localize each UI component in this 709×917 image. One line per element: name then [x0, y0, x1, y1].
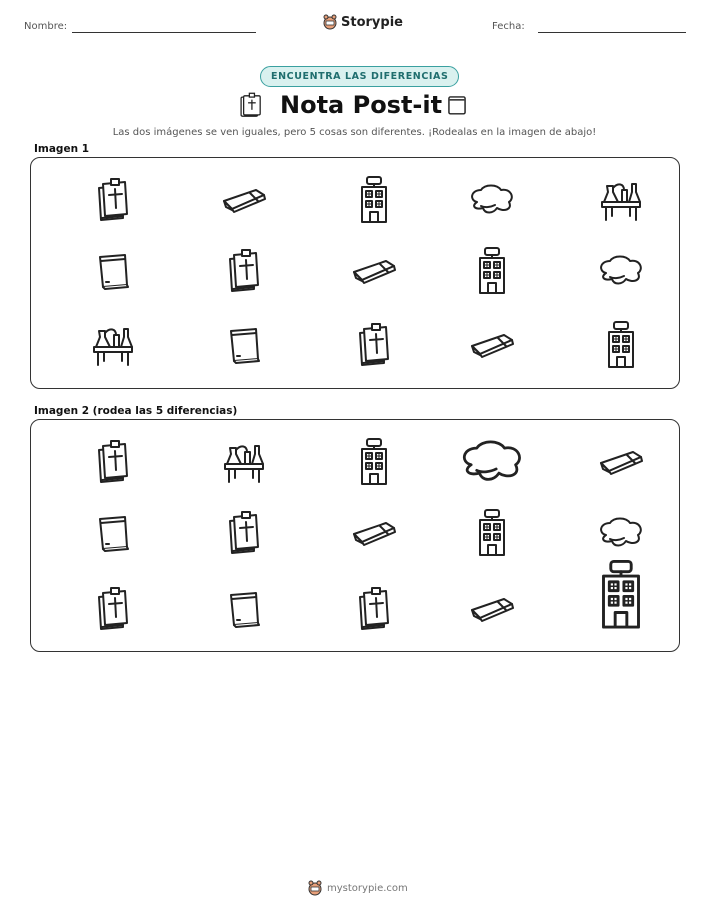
storypie-mascot-icon: [323, 14, 337, 30]
bible-icon[interactable]: [214, 508, 274, 558]
instructions: Las dos imágenes se ven iguales, pero 5 cosas son diferentes. ¡Rodealas en la imagen de abajo!: [112, 127, 597, 138]
date-field[interactable]: [538, 32, 686, 33]
notepad-icon[interactable]: [214, 584, 274, 634]
name-field[interactable]: [72, 32, 256, 33]
footer-mascot-icon: [308, 880, 322, 896]
panel1-label: Imagen 1: [34, 143, 90, 155]
bible-icon: [83, 175, 143, 225]
name-label: Nombre:: [24, 21, 68, 32]
brand-logo: [323, 14, 403, 30]
blob-icon[interactable]: [462, 437, 522, 487]
bible-icon[interactable]: [83, 437, 143, 487]
title-bible-icon: [237, 92, 263, 124]
bible-icon: [344, 320, 404, 370]
building-icon: [591, 320, 651, 370]
notepad-icon[interactable]: [83, 508, 143, 558]
footer-url: mystorypie.com: [327, 882, 408, 894]
footer: [308, 880, 408, 896]
lab-table-icon: [83, 320, 143, 370]
building-icon: [344, 175, 404, 225]
lab-table-icon[interactable]: [214, 437, 274, 487]
bible-icon[interactable]: [344, 584, 404, 634]
building-icon[interactable]: [462, 508, 522, 558]
eraser-icon[interactable]: [344, 508, 404, 558]
lab-table-icon: [591, 175, 651, 225]
activity-badge: ENCUENTRA LAS DIFERENCIAS: [260, 66, 459, 87]
date-label: Fecha:: [492, 21, 525, 32]
panel2-label: Imagen 2 (rodea las 5 diferencias): [34, 405, 238, 417]
eraser-icon: [462, 320, 522, 370]
notepad-icon: [214, 320, 274, 370]
image2-panel[interactable]: [30, 419, 680, 652]
blob-icon: [591, 246, 651, 296]
eraser-icon[interactable]: [462, 584, 522, 634]
building-icon[interactable]: [344, 437, 404, 487]
blob-icon: [462, 175, 522, 225]
eraser-icon[interactable]: [591, 437, 651, 487]
eraser-icon: [344, 246, 404, 296]
page-title: Nota Post-it: [280, 91, 443, 119]
title-notepad-icon: [446, 94, 468, 120]
building-icon[interactable]: [591, 570, 651, 620]
blob-icon[interactable]: [591, 508, 651, 558]
notepad-icon: [83, 246, 143, 296]
brand-name: Storypie: [341, 14, 403, 30]
eraser-icon: [214, 175, 274, 225]
building-icon: [462, 246, 522, 296]
bible-icon[interactable]: [83, 584, 143, 634]
image1-panel: [30, 157, 680, 389]
bible-icon: [214, 246, 274, 296]
